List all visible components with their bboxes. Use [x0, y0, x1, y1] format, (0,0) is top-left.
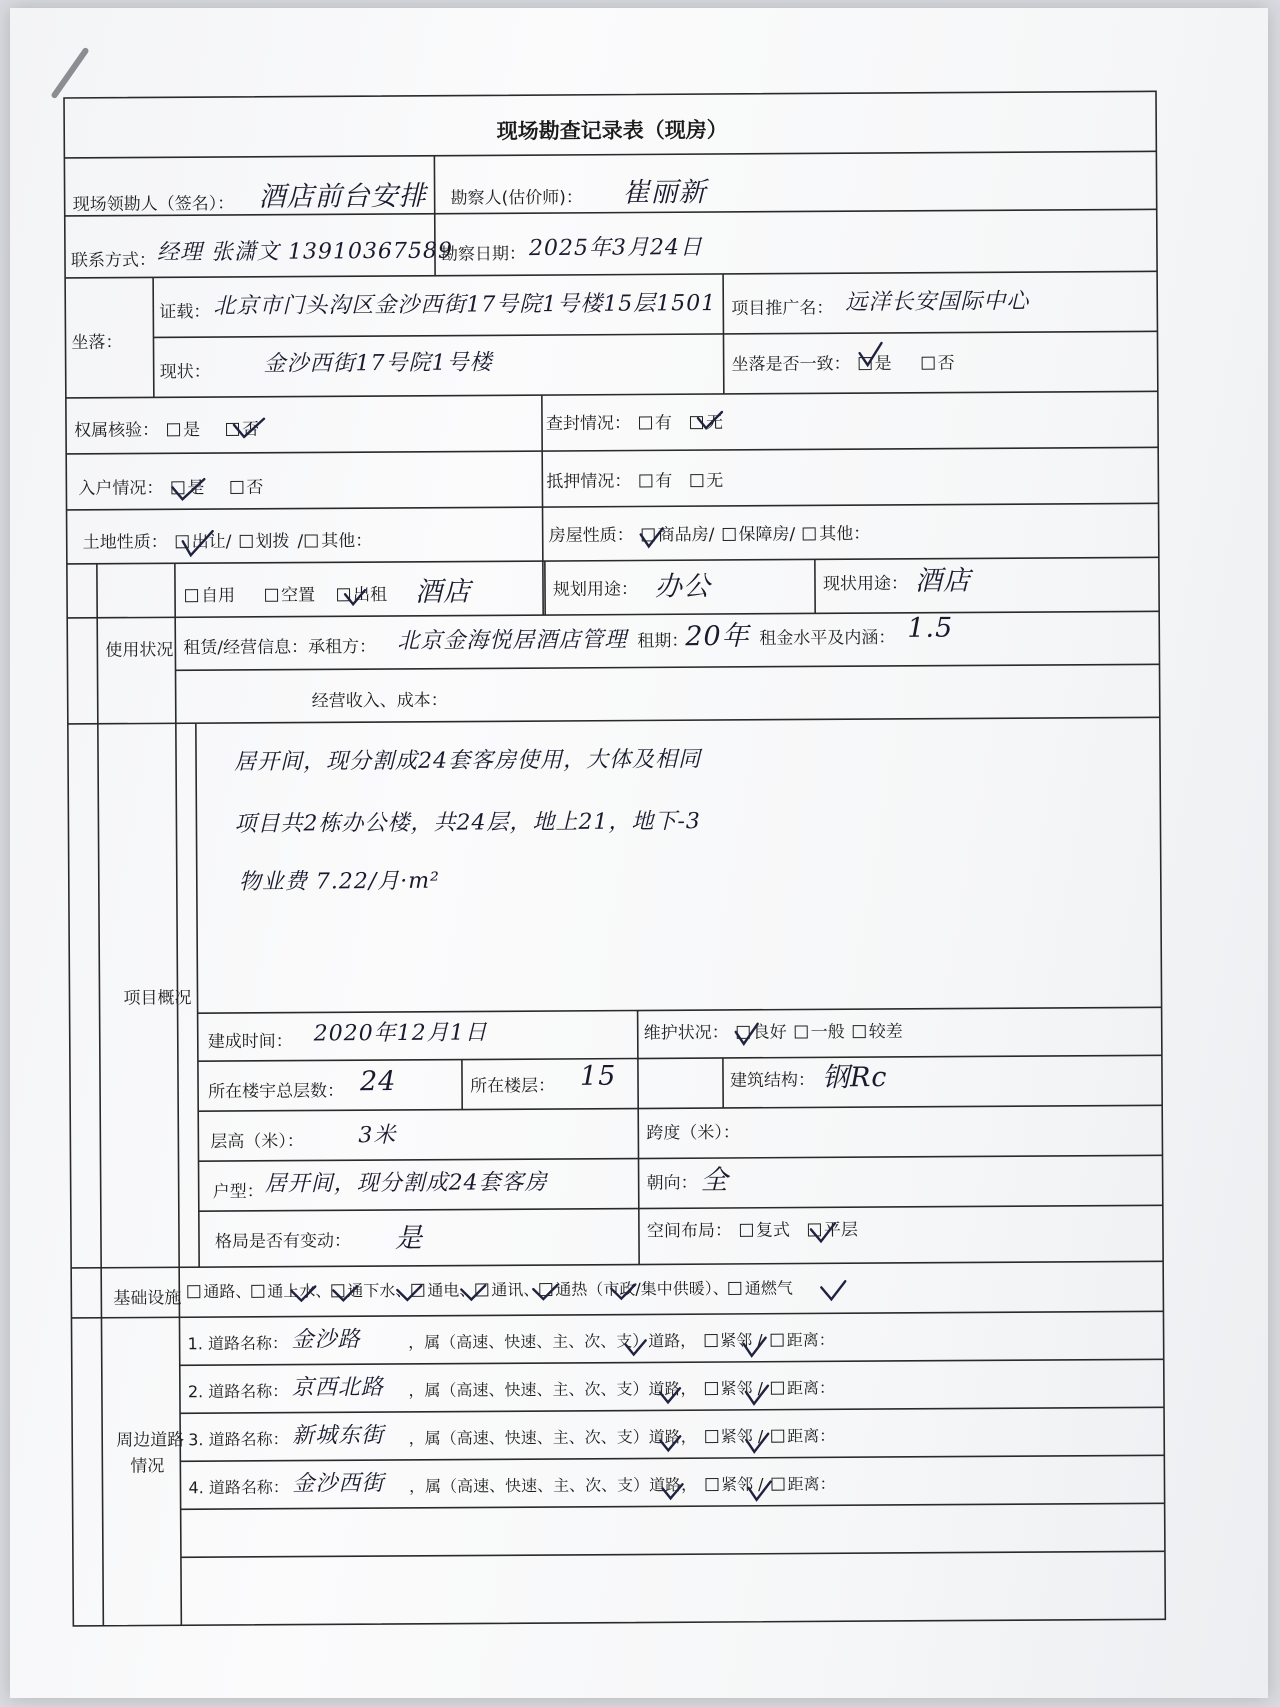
road-attr-text: ，属（高速、快速、主、次、支）道路， [408, 1331, 697, 1352]
infra-power-checkbox[interactable] [411, 1284, 424, 1297]
plan-use-label: 规划用途： [552, 579, 639, 601]
cert-address: 北京市门头沟区金沙西街17号院1号楼15层1501 [213, 291, 717, 320]
total-floors-value: 24 [359, 1065, 397, 1098]
house-affordable-label: 保障房/ [738, 524, 796, 545]
unit-type-label: 户型： [212, 1181, 264, 1203]
infra-gas-checkbox[interactable] [729, 1282, 742, 1295]
infra-telecom-checkbox[interactable] [475, 1283, 488, 1296]
overview-note-3: 物业费 7.22/月·m² [238, 868, 440, 895]
usage-rent-checkbox[interactable] [337, 588, 350, 601]
road-adjacent-label: 紧邻 / [720, 1426, 764, 1447]
land-slash: / [297, 531, 304, 552]
have-label: 有 [655, 471, 673, 492]
term-value: 20年 [685, 620, 750, 653]
land-allocate-checkbox[interactable] [239, 535, 252, 548]
space-layout-row [647, 1215, 858, 1241]
maintenance-label: 维护状况： [643, 1022, 729, 1044]
staple-mark [50, 47, 89, 100]
cert-label: 证载： [159, 302, 211, 323]
income-label: 经营收入、成本： [311, 690, 448, 712]
ownership-row [74, 415, 259, 441]
ownership-label: 权属核验： [73, 420, 160, 441]
space-flat-label: 平层 [823, 1220, 859, 1241]
road-number: 4. 道路名称： [188, 1477, 289, 1498]
project-name-label: 项目推广名： [731, 298, 834, 319]
infra-heat-checkbox[interactable] [539, 1283, 552, 1296]
height-value: 3米 [358, 1122, 397, 1149]
have-label: 有 [654, 413, 673, 434]
layout-change-label: 格局是否有变动： [214, 1231, 352, 1253]
ownership-no-checkbox[interactable] [226, 423, 239, 436]
road-distance-checkbox[interactable] [771, 1382, 784, 1395]
roads-label-line1: 周边道路 [116, 1430, 185, 1451]
location-match-text: 坐落是否一致： [731, 354, 851, 375]
structure-label: 建筑结构： [729, 1070, 816, 1091]
seal-label: 查封情况： [545, 413, 632, 435]
contact-value: 经理 张潇文 13910367589 [156, 238, 453, 266]
mortgage-have-checkbox[interactable] [639, 474, 652, 487]
no-label: 否 [241, 419, 260, 440]
floor-value: 15 [579, 1060, 617, 1092]
space-flat-checkbox[interactable] [808, 1223, 821, 1236]
seal-have-checkbox[interactable] [639, 416, 652, 429]
entry-no-checkbox[interactable] [230, 481, 243, 494]
location-match-label [732, 349, 955, 375]
none-label: 无 [706, 470, 724, 492]
usage-rent-label: 出租 [352, 585, 388, 606]
road-distance-checkbox[interactable] [772, 1478, 785, 1491]
built-label: 建成时间： [207, 1031, 293, 1053]
infra-gas-label: 通燃气 [744, 1278, 793, 1298]
usage-options [177, 580, 387, 606]
form-title: 现场勘查记录表（现房） [496, 117, 728, 144]
maintenance-row [644, 1017, 903, 1044]
road-adjacent-label: 紧邻 / [720, 1474, 764, 1494]
seal-row [546, 408, 723, 434]
yes-label: 是 [182, 420, 201, 441]
yes-label: 是 [874, 353, 892, 375]
road-distance-label: 距离： [787, 1474, 836, 1494]
infra-drain-checkbox[interactable] [331, 1284, 344, 1297]
maint-normal-label: 一般 [810, 1022, 845, 1043]
lead-inspector-signature: 酒店前台安排 [258, 180, 427, 213]
road-number: 1. 道路名称： [187, 1333, 289, 1354]
road-attr-text: ，属（高速、快速、主、次、支）道路， [408, 1427, 697, 1448]
lease-tenant-value: 北京金海悦居酒店管理 [397, 627, 628, 654]
layout-change-value: 是 [394, 1222, 424, 1254]
rent-value: 1.5 [907, 612, 954, 644]
land-transfer-checkbox[interactable] [176, 535, 189, 548]
space-layout-label: 空间布局： [646, 1220, 733, 1242]
infra-road-label: 通路、 [203, 1281, 252, 1302]
term-label: 租期： [637, 631, 689, 652]
date-label: 勘察日期： [440, 244, 527, 265]
road-number: 2. 道路名称： [187, 1381, 289, 1402]
maint-good-label: 良好 [752, 1022, 787, 1043]
ownership-yes-checkbox[interactable] [167, 423, 180, 436]
inspector-signature: 崔丽新 [622, 177, 707, 209]
current-use-value: 酒店 [914, 565, 972, 597]
infra-options [185, 1276, 793, 1303]
current-address: 金沙西街17号院1号楼 [263, 350, 493, 377]
infra-power-label: 通电、 [427, 1280, 476, 1300]
maint-normal-checkbox[interactable] [795, 1025, 808, 1038]
overview-note-2: 项目共2栋办公楼，共24层，地上21，地下-3 [234, 809, 701, 837]
yes-label: 是 [187, 478, 205, 499]
form-grid-lines [62, 89, 1171, 1636]
road-number: 3. 道路名称： [188, 1429, 289, 1450]
mortgage-label: 抵押情况： [546, 471, 632, 493]
usage-vacant-label: 空置 [280, 585, 316, 606]
no-label: 否 [246, 477, 264, 498]
location-match-no-checkbox[interactable] [922, 357, 935, 370]
house-other-checkbox[interactable] [803, 527, 816, 540]
maint-good-checkbox[interactable] [737, 1026, 750, 1039]
road-row-3 [188, 1423, 835, 1450]
overview-label: 项目概况 [123, 988, 192, 1009]
no-label: 否 [937, 353, 955, 374]
land-other-checkbox[interactable] [305, 534, 318, 547]
house-label: 房屋性质： [548, 525, 634, 547]
current-use-label: 现状用途： [822, 573, 909, 595]
project-name-value: 远洋长安国际中心 [845, 289, 1030, 316]
land-row [83, 526, 373, 553]
infra-telecom-label: 通讯、 [491, 1280, 540, 1300]
mortgage-row [546, 466, 723, 492]
house-affordable-checkbox[interactable] [722, 528, 735, 541]
floor-label: 所在楼层： [469, 1076, 556, 1097]
road-distance-checkbox[interactable] [771, 1430, 784, 1443]
plan-use-value: 办公 [654, 571, 712, 603]
entry-label: 入户情况： [78, 478, 164, 499]
date-value: 2025年3月24日 [528, 235, 703, 262]
location-match-yes-checkbox[interactable] [859, 357, 872, 370]
seal-none-checkbox[interactable] [690, 416, 703, 429]
road-name-3: 新城东街 [292, 1423, 385, 1449]
usage-vacant-checkbox[interactable] [265, 589, 278, 602]
infra-road-checkbox[interactable] [187, 1285, 200, 1298]
total-floors-label: 所在楼宇总层数： [208, 1081, 345, 1103]
land-other-label: 其他： [321, 531, 373, 552]
house-commercial-label: 商品房/ [657, 525, 715, 546]
survey-form [62, 89, 1171, 1636]
span-label: 跨度（米）： [646, 1122, 740, 1144]
road-name-4: 金沙西街 [292, 1471, 385, 1497]
infra-drain-label: 通下水、 [347, 1280, 412, 1301]
road-row-2 [188, 1375, 835, 1402]
paper-sheet [10, 8, 1268, 1698]
road-name-2: 京西北路 [291, 1375, 384, 1401]
road-distance-label: 距离： [786, 1378, 836, 1398]
road-adjacent-checkbox[interactable] [705, 1430, 718, 1443]
maint-poor-checkbox[interactable] [853, 1025, 866, 1038]
inspector-label: 勘察人(估价师)： [450, 187, 583, 209]
usage-hand-value: 酒店 [414, 576, 472, 608]
infra-heat-label: 通热（市政/集中供暖）、 [555, 1278, 729, 1300]
land-transfer-label: 出让/ [191, 531, 232, 553]
usage-self-label: 自用 [200, 585, 236, 607]
road-adjacent-checkbox[interactable] [704, 1334, 717, 1347]
orientation-value: 全 [700, 1164, 729, 1197]
built-value: 2020年12月1日 [313, 1020, 488, 1047]
road-distance-label: 距离： [786, 1330, 835, 1350]
house-commercial-checkbox[interactable] [642, 528, 655, 541]
road-adjacent-checkbox[interactable] [704, 1382, 717, 1395]
roads-label-line2: 情况 [130, 1456, 165, 1477]
location-label: 坐落： [71, 332, 123, 353]
road-distance-checkbox[interactable] [771, 1334, 784, 1347]
orientation-label: 朝向： [646, 1173, 698, 1194]
road-distance-label: 距离： [787, 1426, 836, 1446]
none-label: 无 [705, 412, 724, 434]
land-label: 土地性质： [82, 532, 168, 553]
road-adjacent-label: 紧邻 / [720, 1378, 764, 1399]
structure-value: 钢Rc [821, 1061, 888, 1094]
lead-inspector-label: 现场领勘人（签名）： [72, 193, 235, 215]
road-attr-text: ，属（高速、快速、主、次、支）道路， [408, 1475, 698, 1496]
current-label: 现状： [159, 362, 211, 383]
land-allocate-label: 划拨 [255, 531, 290, 552]
maint-poor-label: 较差 [868, 1021, 903, 1043]
road-row-4 [188, 1471, 835, 1498]
house-row [549, 519, 871, 546]
unit-type-value: 居开间，现分割成24套客房 [264, 1170, 548, 1197]
house-other-label: 其他： [819, 524, 871, 545]
infra-label: 基础设施 [113, 1288, 182, 1309]
usage-self-checkbox[interactable] [185, 589, 198, 602]
road-adjacent-checkbox[interactable] [705, 1478, 718, 1491]
infra-water-label: 通上水、 [267, 1281, 332, 1301]
lease-label: 租赁/经营信息：承租方： [183, 637, 377, 659]
entry-yes-checkbox[interactable] [171, 481, 184, 494]
contact-label: 联系方式： [70, 250, 157, 271]
usage-label: 使用状况 [105, 640, 174, 661]
mortgage-none-checkbox[interactable] [690, 474, 703, 487]
road-name-1: 金沙路 [291, 1327, 361, 1353]
road-row-1 [188, 1327, 835, 1354]
infra-water-checkbox[interactable] [251, 1285, 264, 1298]
overview-note-1: 居开间，现分割成24套客房使用，大体及相同 [233, 747, 702, 775]
road-attr-text: ，属（高速、快速、主、次、支）道路， [408, 1379, 697, 1400]
rent-label: 租金水平及内涵： [759, 627, 896, 649]
entry-row [78, 473, 263, 499]
space-duplex-checkbox[interactable] [740, 1224, 753, 1237]
height-label: 层高（米）： [210, 1131, 304, 1153]
space-duplex-label: 复式 [755, 1220, 791, 1241]
road-adjacent-label: 紧邻 / [720, 1330, 763, 1351]
